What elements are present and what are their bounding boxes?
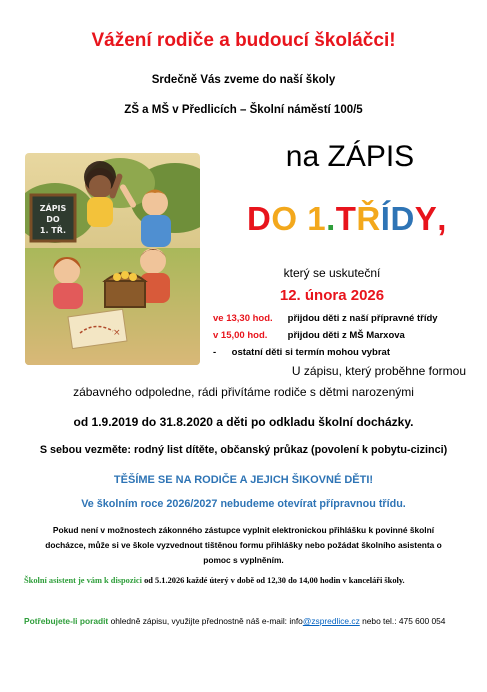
schedule-item	[213, 347, 390, 358]
title-letter: O	[271, 200, 298, 237]
svg-text:DO: DO	[46, 215, 60, 224]
event-date: 12. února 2026	[279, 287, 385, 304]
title-letter: D	[390, 200, 415, 237]
schedule-time: ve 13,30 hod.	[213, 313, 273, 324]
invitation-line: Srdečně Vás zveme do naší školy	[151, 74, 336, 86]
assistant-availability	[24, 575, 469, 587]
intro-line-1: U zápisu, který proběhne formou	[291, 364, 466, 378]
page-heading: Vážení rodiče a budoucí školáčci!	[91, 30, 396, 51]
title-letter: Y	[414, 200, 438, 237]
phone-number: nebo tel.: 475 600 054	[362, 616, 446, 626]
svg-text:×: ×	[113, 328, 121, 338]
birth-date-range: od 1.9.2019 do 31.8.2020 a děti po odkladu školní docházky.	[73, 415, 414, 429]
schedule-time: v 15,00 hod.	[213, 330, 268, 341]
children-treasure-image	[25, 153, 200, 365]
email-link[interactable]: @zspredlice.cz	[302, 616, 360, 626]
title-letter: T	[335, 200, 357, 237]
schedule-item	[213, 330, 405, 341]
help-label: Potřebujete-li poradit	[24, 616, 109, 626]
title-letter: .	[326, 200, 336, 237]
children-illustration	[25, 153, 200, 365]
schedule-text: přijdou děti z naší přípravné třídy	[287, 313, 438, 324]
title-letter: D	[247, 200, 272, 237]
intro-line-2: zábavného odpoledne, rádi přivítáme rodiče s dětmi narozenými	[73, 385, 414, 399]
schedule-text: ostatní děti si termín mohou vybrat	[231, 347, 390, 358]
title-letter: 1	[307, 200, 327, 237]
schedule-item	[213, 313, 438, 324]
assistant-label: Školní asistent je vám k dispozici	[24, 576, 142, 585]
contact-info	[24, 614, 469, 628]
registration-title: na ZÁPIS	[285, 140, 415, 173]
schedule-text: přijdou děti z MŠ Marxova	[287, 330, 405, 341]
schedule-dash: -	[213, 347, 217, 358]
first-grade-title	[232, 200, 462, 238]
title-letter: Í	[380, 200, 391, 237]
assistant-hours: od 5.1.2026 každé úterý v době od 12,30 do 14,00 hodin v kanceláři školy.	[144, 576, 405, 585]
no-prep-class-notice: Ve školním roce 2026/2027 nebudeme otevírat přípravnou třídu.	[81, 498, 406, 510]
title-letter	[298, 200, 308, 238]
title-letter: ,	[437, 200, 447, 237]
help-text: ohledně zápisu, využijte přednostně náš e-mail: info	[110, 616, 303, 626]
bring-documents: S sebou vezměte: rodný list dítěte, občanský průkaz (povolení k pobytu-cizinci)	[39, 444, 448, 456]
svg-text:ZÁPIS: ZÁPIS	[39, 204, 67, 213]
paper-application-note: Pokud není v možnostech zákonného zástupce vyplnit elektronickou přihlášku k povinné školní docházce, může si ve škole vyzvednout tištěnou formu přihlášky nebo požádat školního asistenta o pomoc s vyplněním.	[45, 525, 442, 565]
takes-place-text: který se uskuteční	[283, 266, 381, 280]
school-address: ZŠ a MŠ v Předlicích – Školní náměstí 100/5	[124, 104, 363, 116]
svg-text:1. TŘ.: 1. TŘ.	[39, 226, 67, 235]
title-letter: Ř	[356, 200, 381, 237]
welcome-message: TĚŠÍME SE NA RODIČE A JEJICH ŠIKOVNÉ DĚTI!	[113, 474, 374, 486]
